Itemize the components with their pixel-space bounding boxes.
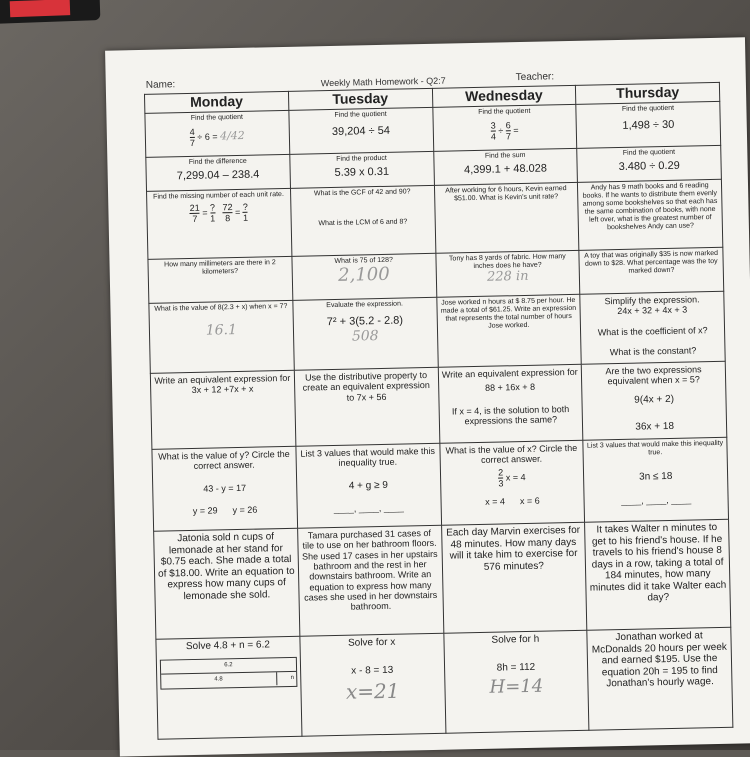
cell-label: Find the quotient xyxy=(478,107,531,116)
worksheet-title: Weekly Math Homework - Q2:7 xyxy=(320,75,446,89)
cell-label: Find the quotient xyxy=(190,113,244,122)
handwriting: H=14 xyxy=(489,675,544,698)
word-problem: Jonathan worked at McDonalds 20 hours per week and earned $195. Use the equation 20h = 195 to find Jonathan's hourly wage. xyxy=(591,630,727,690)
equation: 43 - y = 17 xyxy=(203,482,247,494)
cell-mon-4[interactable] xyxy=(148,256,293,303)
cell-thu-6[interactable] xyxy=(581,361,726,440)
expression-a: 9(4x + 2) xyxy=(634,393,675,406)
word-problem: How many millimeters are there in 2 kilometers? xyxy=(164,259,276,276)
inequality: 4 + g ≥ 9 xyxy=(348,479,389,492)
cell-tue-6[interactable] xyxy=(294,367,439,446)
cell-tue-4[interactable] xyxy=(292,253,437,300)
equation: x - 8 = 13 xyxy=(351,664,394,677)
handwriting: 16.1 xyxy=(205,322,238,339)
cell-wed-3[interactable] xyxy=(434,182,579,253)
cell-mon-5[interactable] xyxy=(149,300,294,373)
choice-1[interactable]: y = 29 xyxy=(192,505,218,516)
inequality: 3n ≤ 18 xyxy=(638,471,673,483)
prompt: Use the distributive property to create an equivalent expression to 7x + 56 xyxy=(302,370,430,403)
tape-unknown: n xyxy=(290,674,295,681)
word-problem: It takes Walter n minutes to get to his friend's house. If he travels to his friend's house 8 days in a row, taking a total of 184 minutes, how many minutes did it take Walter each day? xyxy=(589,521,727,604)
cell-thu-2[interactable] xyxy=(577,145,721,182)
problem: 1,498 ÷ 30 xyxy=(622,118,675,132)
marker-pen xyxy=(0,0,100,24)
handwriting: 228 in xyxy=(486,268,529,285)
operator: ÷ 6 = xyxy=(197,131,218,143)
choice-2[interactable]: y = 26 xyxy=(232,504,258,516)
cell-label: Solve for h xyxy=(491,633,540,646)
problem: 7² + 3(5.2 - 2.8) xyxy=(326,314,404,329)
answer-blanks[interactable]: ____, ____, ____ xyxy=(333,502,404,515)
cell-thu-8[interactable] xyxy=(585,519,731,630)
cell-wed-2[interactable] xyxy=(433,148,577,185)
question: If x = 4, is the solution to both expressions the same? xyxy=(451,403,570,427)
cell-label: Find the product xyxy=(336,154,387,163)
equals: = xyxy=(513,125,519,136)
cell-label: Find the quotient xyxy=(621,104,675,113)
day-thursday: Thursday xyxy=(576,82,720,104)
prompt: Are the two expressions equivalent when x = 5? xyxy=(605,364,702,387)
problem: 5.39 x 0.31 xyxy=(334,165,390,179)
cell-mon-6[interactable] xyxy=(150,370,295,449)
answer-blanks[interactable]: ____, ____, ____ xyxy=(621,494,692,506)
tape-part: 4.8 xyxy=(161,672,277,687)
fraction: $\frac{?}{1}$ xyxy=(209,202,216,224)
question-coefficient: What is the coefficient of x? xyxy=(597,324,708,338)
choices xyxy=(444,495,581,508)
cell-wed-8[interactable] xyxy=(441,522,587,633)
worksheet-paper xyxy=(105,37,750,756)
fraction: $\frac{3}{4}$ xyxy=(490,120,497,143)
fraction: $\frac{2}{3}$ xyxy=(498,467,504,489)
question-constant: What is the constant? xyxy=(609,345,697,358)
cell-wed-7[interactable] xyxy=(439,440,584,525)
cell-mon-3[interactable]: Find the missing number of each unit rate. $\frac{21}{7}$ = $\frac{?}{1}$ $\frac{72}{8}$ = $\frac{?}{1}$ xyxy=(147,188,292,259)
expression: 3x + 12 +7x + x xyxy=(191,384,254,396)
handwriting: x=21 xyxy=(345,678,400,704)
cell-tue-2[interactable] xyxy=(290,151,434,188)
word-problem: What is the value of 8(2.3 + x) when x = 7? xyxy=(154,302,288,313)
fraction: $\frac{6}{7}$ xyxy=(505,120,512,142)
problem: 7,299.04 – 238.4 xyxy=(176,168,260,183)
day-wednesday: Wednesday xyxy=(432,85,576,107)
prompt: What is the value of y? Circle the correct answer. xyxy=(158,448,290,472)
cell-thu-5[interactable] xyxy=(580,291,725,364)
fraction: $\frac{?}{1}$ xyxy=(242,201,249,224)
cell-mon-8[interactable] xyxy=(154,528,300,639)
question-gcf: What is the GCF of 42 and 90? xyxy=(313,188,411,198)
cell-label: Solve 4.8 + n = 6.2 xyxy=(185,639,271,653)
handwriting: 2,100 xyxy=(337,263,390,286)
cell-label: Solve for x xyxy=(347,636,396,649)
day-tuesday: Tuesday xyxy=(288,88,432,110)
prompt: Write an equivalent expression for xyxy=(154,372,291,386)
homework-grid xyxy=(144,82,733,740)
cell-label: Find the difference xyxy=(188,157,247,166)
problem: 39,204 ÷ 54 xyxy=(331,124,391,139)
word-problem: What is 75 of 128? xyxy=(334,256,393,265)
word-problem: After working for 6 hours, Kevin earned $51.00. What is Kevin's unit rate? xyxy=(445,185,567,203)
choices xyxy=(157,504,294,517)
word-problem: Each day Marvin exercises for 48 minutes. How many days will it take him to exercise for 576 minutes? xyxy=(446,524,581,573)
word-problem: Tamara purchased 31 cases of tile to use on her bathroom floors. She used 17 cases in her upstairs bathroom and the rest in her downstairs bathroom. Write an equation to express how many cases she used in her downstairs bathroom. xyxy=(301,527,438,613)
prompt: List 3 values that would make this inequality true. xyxy=(586,439,724,457)
cell-tue-9[interactable] xyxy=(300,633,446,736)
equation: 8h = 112 xyxy=(496,661,536,674)
cell-thu-7[interactable] xyxy=(583,437,728,522)
cell-tue-8[interactable] xyxy=(297,525,443,636)
prompt: What is the value of x? Circle the correct answer. xyxy=(445,442,578,466)
handwriting: 4/42 xyxy=(219,129,245,143)
expression-b: 36x + 18 xyxy=(635,421,675,433)
word-problem: A toy that was originally $35 is now marked down to $28. What percentage was the toy marked down? xyxy=(584,249,719,275)
word-problem: Jose worked n hours at $ 8.75 per hour. He made a total of $61.25. Write an expression that represents the total number of hours Jose worked. xyxy=(440,296,577,330)
choice-2[interactable]: x = 6 xyxy=(519,496,540,507)
cell-tue-3[interactable] xyxy=(290,185,435,256)
cell-tue-7[interactable] xyxy=(296,443,441,528)
cell-thu-9[interactable] xyxy=(587,627,733,730)
expression: 88 + 16x + 8 xyxy=(484,382,536,394)
cell-thu-3[interactable] xyxy=(578,179,723,250)
handwriting: 508 xyxy=(351,327,379,345)
word-problem: Jatonia sold n cups of lemonade at her stand for $0.75 each. She made a total of $18.00. Write an equation to express how many cups of lemonade she sold. xyxy=(157,531,295,602)
cell-mon-7[interactable] xyxy=(152,446,297,531)
question-lcm: What is the LCM of 6 and 8? xyxy=(318,218,408,228)
cell-label: Evaluate the expression. xyxy=(326,300,403,310)
name-label: Name: xyxy=(145,79,176,91)
cell-label: Find the missing number of each unit rate. xyxy=(153,190,284,201)
choice-1[interactable]: x = 4 xyxy=(485,496,506,508)
cell-thu-4[interactable] xyxy=(579,247,724,294)
cell-tue-5[interactable] xyxy=(293,297,438,370)
cell-wed-1[interactable] xyxy=(432,104,577,151)
problem: 3.480 ÷ 0.29 xyxy=(618,159,680,174)
prompt: Write an equivalent expression for xyxy=(441,366,578,380)
tape-diagram xyxy=(160,656,297,689)
cell-mon-2[interactable] xyxy=(146,154,290,191)
problem: 4,399.1 + 48.028 xyxy=(463,162,548,177)
cell-wed-6[interactable] xyxy=(438,364,583,443)
equation: x = 4 xyxy=(505,471,526,483)
cell-label: Find the quotient xyxy=(334,110,387,119)
cell-tue-1[interactable] xyxy=(289,107,434,154)
cell-thu-1[interactable] xyxy=(576,101,721,148)
operator: ÷ xyxy=(498,125,504,136)
cell-wed-9[interactable] xyxy=(443,630,589,733)
cell-label: Simplify the expression. xyxy=(604,294,700,307)
cell-mon-9[interactable] xyxy=(156,636,302,739)
fraction: $\frac{72}{8}$ xyxy=(222,202,233,224)
fraction: $\frac{4}{7}$ xyxy=(189,126,196,149)
word-problem: Andy has 9 math books and 6 reading books. If he wants to distribute them evenly among some bookshelves so that each has the same combination of books, with none left over, what is the greatest number of bookshelves Andy can use? xyxy=(582,182,718,232)
cell-wed-5[interactable] xyxy=(436,294,581,367)
cell-label: Find the quotient xyxy=(622,148,676,157)
tape-total: 6.2 xyxy=(161,657,296,674)
cell-wed-4[interactable] xyxy=(435,250,580,297)
fraction: $\frac{21}{7}$ xyxy=(189,202,200,225)
teacher-label: Teacher: xyxy=(515,71,555,84)
expression: 24x + 32 + 4x + 3 xyxy=(617,304,688,317)
day-monday: Monday xyxy=(144,91,288,113)
cell-label: Find the sum xyxy=(484,151,526,160)
word-problem: Tony has 8 yards of fabric. How many inches does he have? xyxy=(448,253,566,271)
prompt: List 3 values that would make this inequality true. xyxy=(300,445,436,469)
cell-mon-1[interactable] xyxy=(145,110,290,157)
